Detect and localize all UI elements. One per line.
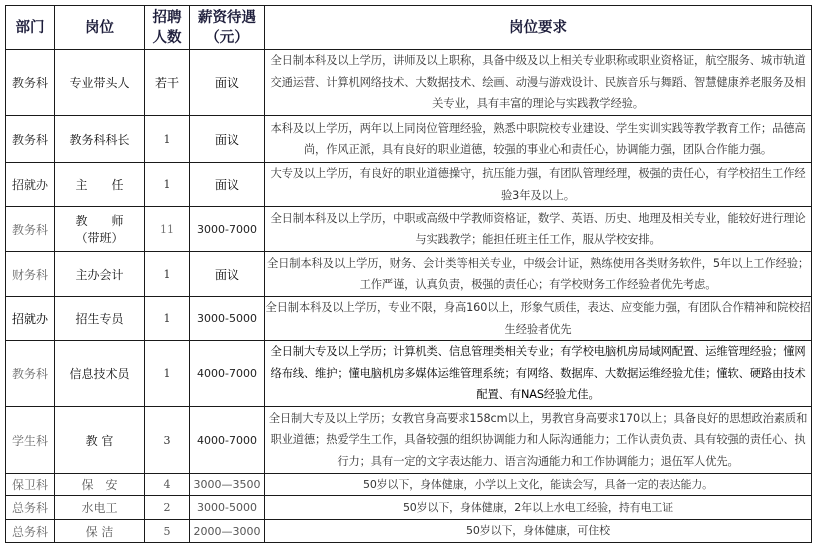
salary-cell: 面议 [190,50,265,116]
requirements-cell: 50岁以下，身体健康，可住校 [265,520,812,543]
recruitment-table [5,5,812,543]
header-salary [190,6,265,50]
position-cell: 主办会计 [55,252,145,297]
requirements-cell: 全日制本科及以上学历，财务、会计类等相关专业，中级会计证，熟练使用各类财务软件，5年以上工作经验；工作严谨，认真负责，极强的责任心；有学校财务工作经验者优先考虑。 [265,252,812,297]
dept-cell: 教务科 [6,116,55,163]
count-cell: 3 [145,407,190,474]
table-row [6,163,812,207]
position-cell: 信息技术员 [55,341,145,407]
header-count-line2: 人数 [152,29,182,46]
dept-cell: 教务科 [6,207,55,252]
position-cell: 主 任 [55,163,145,207]
dept-cell: 教务科 [6,341,55,407]
salary-cell: 面议 [190,163,265,207]
position-cell: 水电工 [55,496,145,520]
header-dept: 部门 [6,6,55,50]
table-row [6,520,812,543]
count-cell: 11 [145,207,190,252]
count-cell: 1 [145,252,190,297]
count-cell: 2 [145,496,190,520]
position-cell: 保 安 [55,474,145,496]
position-cell: 招生专员 [55,297,145,341]
dept-cell: 招就办 [6,297,55,341]
header-count-line1: 招聘 [152,9,182,26]
count-cell: 若干 [145,50,190,116]
dept-cell: 招就办 [6,163,55,207]
dept-cell: 财务科 [6,252,55,297]
count-cell: 1 [145,341,190,407]
requirements-cell: 全日制本科及以上学历，专业不限，身高160以上，形象气质佳，表达、应变能力强，有团队合作精神和院校招生经验者优先 [265,297,812,341]
requirements-cell: 大专及以上学历，有良好的职业道德操守，抗压能力强，有团队管理经理，极强的责任心，有学校招生工作经验3年及以上。 [265,163,812,207]
header-count [145,6,190,50]
salary-cell: 3000-5000 [190,496,265,520]
salary-cell: 面议 [190,116,265,163]
table-row [6,341,812,407]
position-line1: 教 师 [75,214,124,228]
table-row [6,252,812,297]
requirements-cell: 全日制本科及以上学历，中职或高级中学教师资格证，数学、英语、历史、地理及相关专业，能较好进行理论与实践教学；能担任班主任工作，服从学校安排。 [265,207,812,252]
header-row [6,6,812,50]
salary-cell: 4000-7000 [190,341,265,407]
table-row [6,407,812,474]
position-cell: 教 官 [55,407,145,474]
header-requirements: 岗位要求 [265,6,812,50]
salary-cell: 3000-7000 [190,207,265,252]
salary-cell: 3000—3500 [190,474,265,496]
table-row [6,50,812,116]
position-line2: （带班） [75,231,124,245]
count-cell: 5 [145,520,190,543]
header-salary-line2: （元） [205,29,249,46]
requirements-cell: 全日制大专及以上学历；计算机类、信息管理类相关专业；有学校电脑机房局域网配置、运维管理经验；懂网络布线、维护；懂电脑机房多媒体运维管理系统；有网络、数据库、大数据运维经验尤佳；懂软、硬路由技术配置、有NAS经验尤佳。 [265,341,812,407]
dept-cell: 学生科 [6,407,55,474]
count-cell: 1 [145,116,190,163]
dept-cell: 保卫科 [6,474,55,496]
position-cell: 教务科科长 [55,116,145,163]
salary-cell: 面议 [190,252,265,297]
table-row [6,496,812,520]
table-row [6,207,812,252]
dept-cell: 总务科 [6,520,55,543]
header-position: 岗位 [55,6,145,50]
dept-cell: 总务科 [6,496,55,520]
count-cell: 1 [145,297,190,341]
dept-cell: 教务科 [6,50,55,116]
position-cell: 保 洁 [55,520,145,543]
position-cell: 专业带头人 [55,50,145,116]
requirements-cell: 全日制大专及以上学历；女教官身高要求158cm以上，男教官身高要求170以上；具备良好的思想政治素质和职业道德；热爱学生工作，具备较强的组织协调能力和人际沟通能力；工作认责负责、具有较强的责任心、执行力；具有一定的文字表达能力、语言沟通能力和工作协调能力；退伍军人优先。 [265,407,812,474]
requirements-cell: 全日制本科及以上学历，讲师及以上职称，具备中级及以上相关专业职称或职业资格证，航空服务、城市轨道交通运营、计算机网络技术、大数据技术、绘画、动漫与游戏设计、民族音乐与舞蹈、智慧健康养老服务及相关专业，具有丰富的理论与实践教学经验。 [265,50,812,116]
count-cell: 4 [145,474,190,496]
requirements-cell: 50岁以下，身体健康，小学以上文化，能读会写，具备一定的表达能力。 [265,474,812,496]
requirements-cell: 本科及以上学历，两年以上同岗位管理经验，熟悉中职院校专业建设、学生实训实践等教学教育工作；品德高尚，作风正派，具有良好的职业道德，较强的事业心和责任心，协调能力强，团队合作能力强。 [265,116,812,163]
table-row [6,116,812,163]
requirements-cell: 50岁以下，身体健康，2年以上水电工经验，持有电工证 [265,496,812,520]
header-salary-line1: 薪资待遇 [198,9,256,26]
table-row [6,474,812,496]
salary-cell: 3000-5000 [190,297,265,341]
position-cell [55,207,145,252]
salary-cell: 4000-7000 [190,407,265,474]
table-row [6,297,812,341]
count-cell: 1 [145,163,190,207]
salary-cell: 2000—3000 [190,520,265,543]
